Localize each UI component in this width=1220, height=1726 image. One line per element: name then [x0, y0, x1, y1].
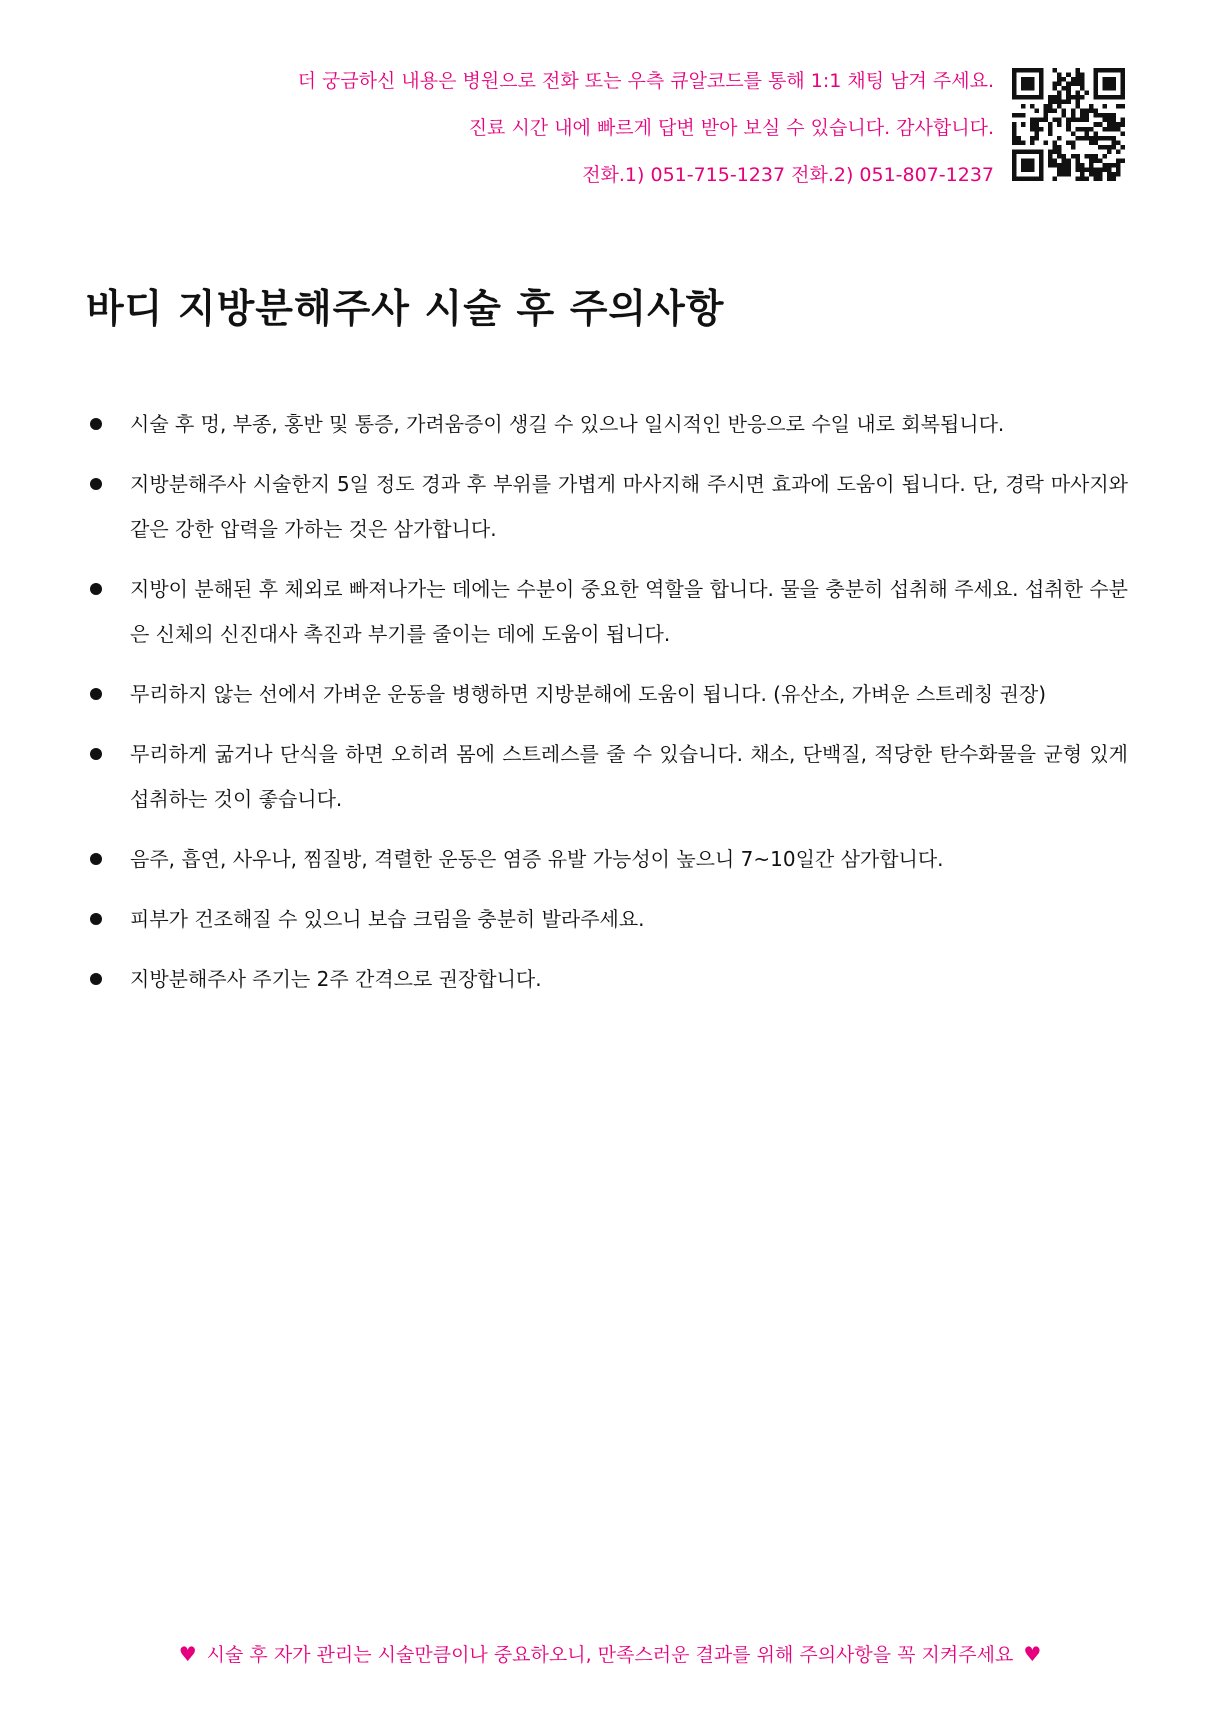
list-item [86, 957, 1128, 1002]
list-item [86, 567, 1128, 657]
contact-info [298, 58, 994, 199]
bullet-icon [90, 748, 102, 760]
page-title: 바디 지방분해주사 시술 후 주의사항 [86, 287, 725, 332]
bullet-icon [90, 418, 102, 430]
list-item-text: 피부가 건조해질 수 있으니 보습 크림을 충분히 발라주세요. [130, 907, 645, 931]
list-item-text: 지방이 분해된 후 체외로 빠져나가는 데에는 수분이 중요한 역할을 합니다. 물을 충분히 섭취해 주세요. 섭취한 수분은 신체의 신진대사 촉진과 부기를 줄이는 데에 도움이 됩니다. [130, 577, 1128, 646]
list-item-text: 지방분해주사 시술한지 5일 정도 경과 후 부위를 가볍게 마사지해 주시면 효과에 도움이 됩니다. 단, 경락 마사지와 같은 강한 압력을 가하는 것은 삼가합니다. [130, 472, 1128, 541]
bullet-icon [90, 973, 102, 985]
footer-text: 시술 후 자가 관리는 시술만큼이나 중요하오니, 만족스러운 결과를 위해 주의사항을 꼭 지켜주세요 [206, 1644, 1014, 1666]
qr-code-icon[interactable] [1012, 68, 1125, 181]
list-item [86, 402, 1128, 447]
bullet-icon [90, 913, 102, 925]
contact-line-chat: 더 궁금하신 내용은 병원으로 전화 또는 우측 큐알코드를 통해 1:1 채팅 남겨 주세요. [297, 70, 994, 92]
list-item-text: 지방분해주사 주기는 2주 간격으로 권장합니다. [130, 967, 542, 991]
heart-icon: ♥ [1023, 1642, 1042, 1666]
heart-icon: ♥ [178, 1642, 197, 1666]
bullet-icon [90, 688, 102, 700]
list-item-text: 무리하게 굶거나 단식을 하면 오히려 몸에 스트레스를 줄 수 있습니다. 채소, 단백질, 적당한 탄수화물을 균형 있게 섭취하는 것이 좋습니다. [130, 742, 1128, 811]
footer-note [0, 1640, 1220, 1667]
list-item [86, 897, 1128, 942]
list-item [86, 732, 1128, 822]
list-item [86, 837, 1128, 882]
bullet-icon [90, 478, 102, 490]
bullet-icon [90, 583, 102, 595]
list-item-text: 시술 후 멍, 부종, 홍반 및 통증, 가려움증이 생길 수 있으나 일시적인 반응으로 수일 내로 회복됩니다. [130, 412, 1005, 436]
precautions-list [86, 402, 1128, 1017]
contact-line-hours: 진료 시간 내에 빠르게 답변 받아 보실 수 있습니다. 감사합니다. [468, 117, 994, 139]
contact-line-phones: 전화.1) 051-715-1237 전화.2) 051-807-1237 [582, 164, 994, 186]
list-item [86, 462, 1128, 552]
list-item [86, 672, 1128, 717]
list-item-text: 무리하지 않는 선에서 가벼운 운동을 병행하면 지방분해에 도움이 됩니다. (유산소, 가벼운 스트레칭 권장) [130, 682, 1047, 706]
list-item-text: 음주, 흡연, 사우나, 찜질방, 격렬한 운동은 염증 유발 가능성이 높으니 7~10일간 삼가합니다. [130, 847, 944, 871]
bullet-icon [90, 853, 102, 865]
